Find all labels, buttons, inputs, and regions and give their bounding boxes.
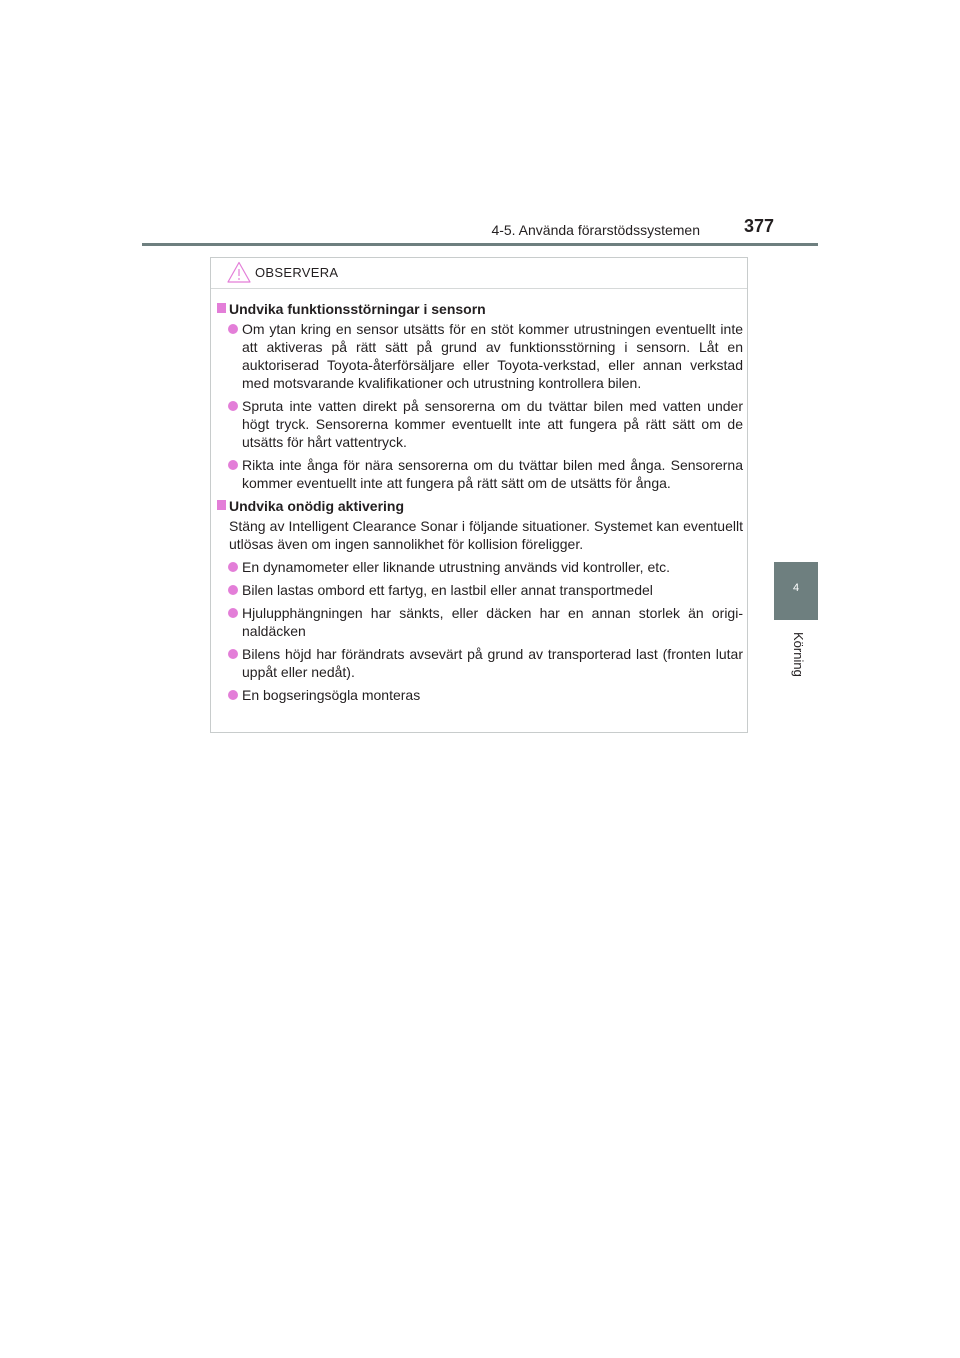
notice-box (210, 257, 748, 733)
list-item: Bilen lastas ombord ett fartyg, en lastbil eller annat transportmedel (217, 581, 743, 599)
chapter-label: Körning (791, 632, 806, 677)
section-heading: Undvika onödig aktivering (217, 497, 743, 515)
chapter-number: 4 (792, 582, 800, 594)
list-item: Spruta inte vatten direkt på sensorerna om du tvättar bilen med vatten under högt tryck. Sensorerna kommer eventuellt inte att fungera på rätt sätt om de utsätts för hårt vattentryck. (217, 397, 743, 451)
square-bullet-icon (217, 303, 226, 313)
chapter-tab (774, 562, 818, 620)
notice-body (217, 300, 743, 709)
round-bullet-icon (228, 562, 238, 572)
round-bullet-icon (228, 690, 238, 700)
page-header (142, 212, 818, 246)
warning-triangle-icon (227, 261, 251, 283)
round-bullet-icon (228, 608, 238, 618)
list-item: Om ytan kring en sensor utsätts för en stöt kommer utrustningen eventuellt inte att aktiveras på rätt sätt på grund av funktionsstörning i sensorn. Låt en auktoriserad Toyota-återförsäljare eller Toyota-verkstad, eller annan verkstad med motsvarande kvalifikationer och utrustning kontrollera bilen. (217, 320, 743, 392)
notice-title: OBSERVERA (255, 265, 339, 280)
round-bullet-icon (228, 460, 238, 470)
list-item: En bogseringsögla monteras (217, 686, 743, 704)
list-item: Rikta inte ånga för nära sensorerna om du tvättar bilen med ånga. Sensorerna kommer eventuellt inte att fungera på rätt sätt om de utsätts för ånga. (217, 456, 743, 492)
section-intro: Stäng av Intelligent Clearance Sonar i följande situationer. Systemet kan eventuellt utlösas även om ingen sannolikhet för kollision föreligger. (229, 518, 743, 552)
round-bullet-icon (228, 585, 238, 595)
section-title: 4-5. Använda förarstödssystemen (491, 222, 700, 238)
round-bullet-icon (228, 649, 238, 659)
list-item: En dynamometer eller liknande utrustning används vid kontroller, etc. (217, 558, 743, 576)
section-heading: Undvika funktionsstörningar i sensorn (217, 300, 743, 318)
square-bullet-icon (217, 500, 226, 510)
round-bullet-icon (228, 324, 238, 334)
header-divider (142, 243, 818, 246)
notice-header (211, 258, 747, 289)
page-number: 377 (743, 216, 774, 236)
list-item: Hjulupphängningen har sänkts, eller däcken har en annan storlek än originaldäcken (217, 604, 743, 640)
list-item: Bilens höjd har förändrats avsevärt på grund av transporterad last (fronten lutar uppåt eller nedåt). (217, 645, 743, 681)
round-bullet-icon (228, 401, 238, 411)
